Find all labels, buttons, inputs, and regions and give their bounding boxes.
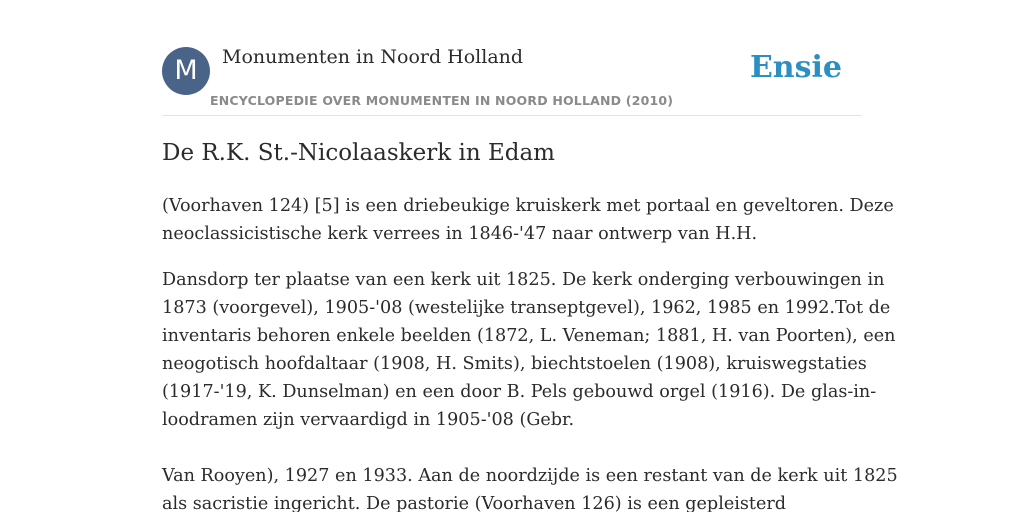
article-body (162, 192, 898, 512)
source-title[interactable]: Monumenten in Noord Holland (222, 46, 524, 68)
brand-logo[interactable]: Ensie (749, 50, 842, 85)
source-subtitle: ENCYCLOPEDIE OVER MONUMENTEN IN NOORD HOLLAND (2010) (210, 93, 674, 108)
text-line: neogotisch hoofdaltaar (1908, H. Smits), biechtstoelen (1908), kruiswegstaties (162, 354, 867, 374)
text-line: loodramen zijn vervaardigd in 1905-'08 (Gebr. (162, 410, 575, 430)
paragraph-1 (162, 192, 894, 248)
text-line: (Voorhaven 124) [5] is een driebeukige kruiskerk met portaal en geveltoren. Deze (162, 196, 894, 216)
text-line: (1917-'19, K. Dunselman) en een door B. Pels gebouwd orgel (1916). De glas-in- (162, 382, 877, 402)
line-break (162, 434, 862, 462)
article-container (162, 0, 898, 512)
text-line: Van Rooyen), 1927 en 1933. Aan de noordzijde is een restant van de kerk uit 1825 (162, 466, 898, 486)
paragraph-2 (162, 266, 898, 512)
avatar[interactable]: M (162, 47, 210, 95)
text-line: Dansdorp ter plaatse van een kerk uit 1825. De kerk onderging verbouwingen in (162, 270, 885, 290)
article-title: De R.K. St.-Nicolaaskerk in Edam (162, 140, 555, 166)
source-header (162, 0, 862, 116)
text-line: neoclassicistische kerk verrees in 1846-'47 naar ontwerp van H.H. (162, 224, 758, 244)
text-line: inventaris behoren enkele beelden (1872, L. Veneman; 1881, H. van Poorten), een (162, 326, 896, 346)
text-line: als sacristie ingericht. De pastorie (Voorhaven 126) is een gepleisterd (162, 494, 787, 512)
text-line: 1873 (voorgevel), 1905-'08 (westelijke transeptgevel), 1962, 1985 en 1992.Tot de (162, 298, 891, 318)
